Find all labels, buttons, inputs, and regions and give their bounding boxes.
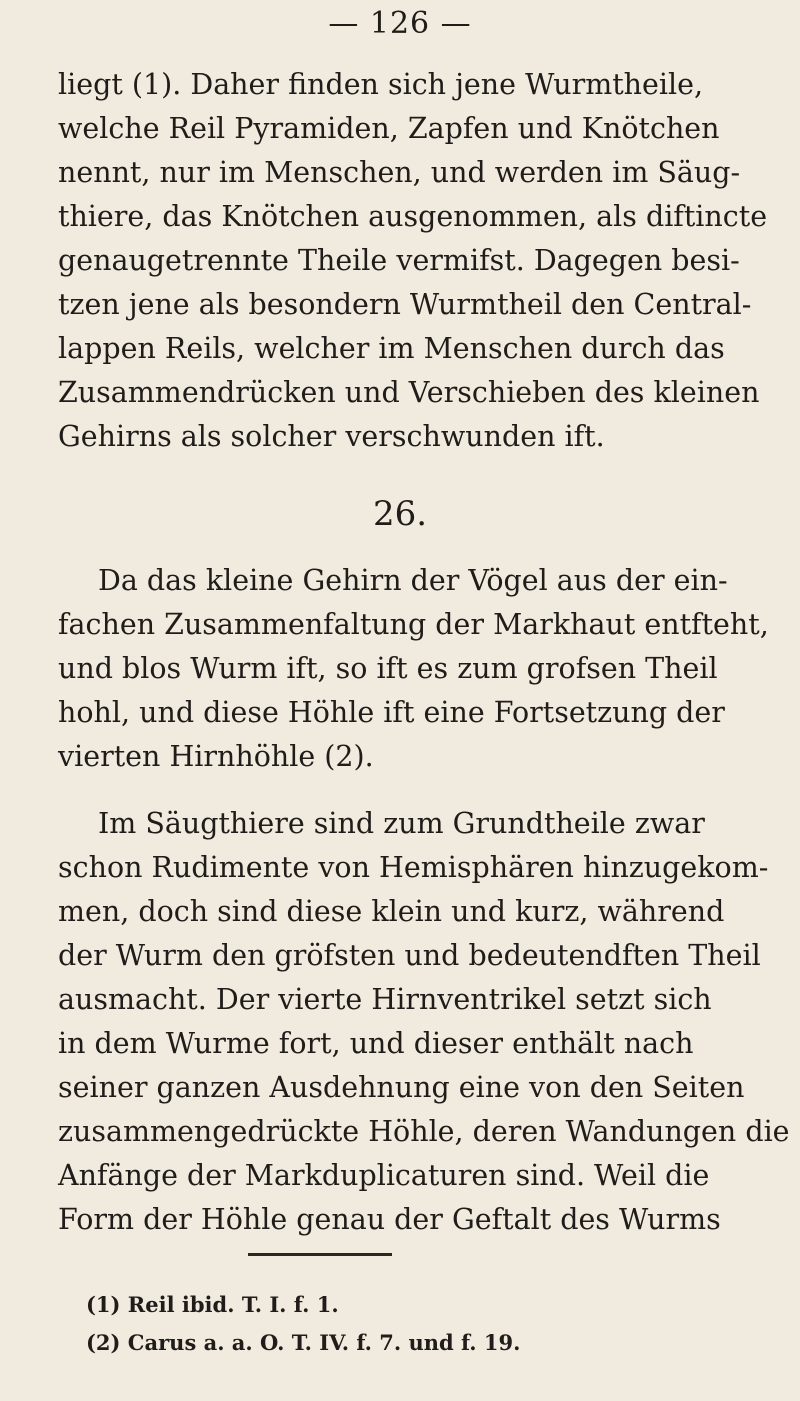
text-line: nennt, nur im Menschen, und werden im Säug- bbox=[58, 156, 741, 189]
text-line: schon Rudimente von Hemisphären hinzugekom- bbox=[58, 851, 769, 884]
page-number-header: — 126 — bbox=[328, 6, 472, 41]
text-line: lappen Reils, welcher im Menschen durch das bbox=[58, 332, 725, 365]
text-line: Im Säugthiere sind zum Grundtheile zwar bbox=[98, 807, 705, 840]
text-line: fachen Zusammenfaltung der Markhaut entfteht, bbox=[58, 608, 769, 641]
text-line: genaugetrennte Theile vermifst. Dagegen besi- bbox=[58, 244, 740, 277]
text-line: thiere, das Knötchen ausgenommen, als diftincte bbox=[58, 200, 768, 233]
text-line: liegt (1). Daher finden sich jene Wurmtheile, bbox=[58, 68, 704, 101]
text-line: der Wurm den gröfsten und bedeutendften Theil bbox=[58, 939, 761, 972]
text-line: tzen jene als besondern Wurmtheil den Central- bbox=[58, 288, 752, 321]
footnote: (1) Reil ibid. T. I. f. 1. bbox=[86, 1292, 339, 1317]
footnote-rule bbox=[248, 1253, 392, 1256]
text-line: hohl, und diese Höhle ift eine Fortsetzung der bbox=[58, 696, 725, 729]
text-line: in dem Wurme fort, und dieser enthält nach bbox=[58, 1027, 694, 1060]
text-line: men, doch sind diese klein und kurz, während bbox=[58, 895, 725, 928]
text-line: und blos Wurm ift, so ift es zum grofsen Theil bbox=[58, 652, 718, 685]
text-line: Zusammendrücken und Verschieben des kleinen bbox=[58, 376, 760, 409]
text-line: zusammengedrückte Höhle, deren Wandungen die bbox=[58, 1115, 790, 1148]
text-line: vierten Hirnhöhle (2). bbox=[58, 740, 374, 773]
text-line: welche Reil Pyramiden, Zapfen und Knötchen bbox=[58, 112, 720, 145]
text-line: ausmacht. Der vierte Hirnventrikel setzt sich bbox=[58, 983, 712, 1016]
footnote: (2) Carus a. a. O. T. IV. f. 7. und f. 19. bbox=[86, 1330, 521, 1355]
text-line: seiner ganzen Ausdehnung eine von den Seiten bbox=[58, 1071, 745, 1104]
text-line: Gehirns als solcher verschwunden ift. bbox=[58, 420, 605, 453]
text-line: Form der Höhle genau der Geftalt des Wurms bbox=[58, 1203, 721, 1236]
text-line: Anfänge der Markduplicaturen sind. Weil die bbox=[58, 1159, 710, 1192]
text-line: Da das kleine Gehirn der Vögel aus der ein- bbox=[98, 564, 728, 597]
section-number: 26. bbox=[372, 494, 428, 534]
